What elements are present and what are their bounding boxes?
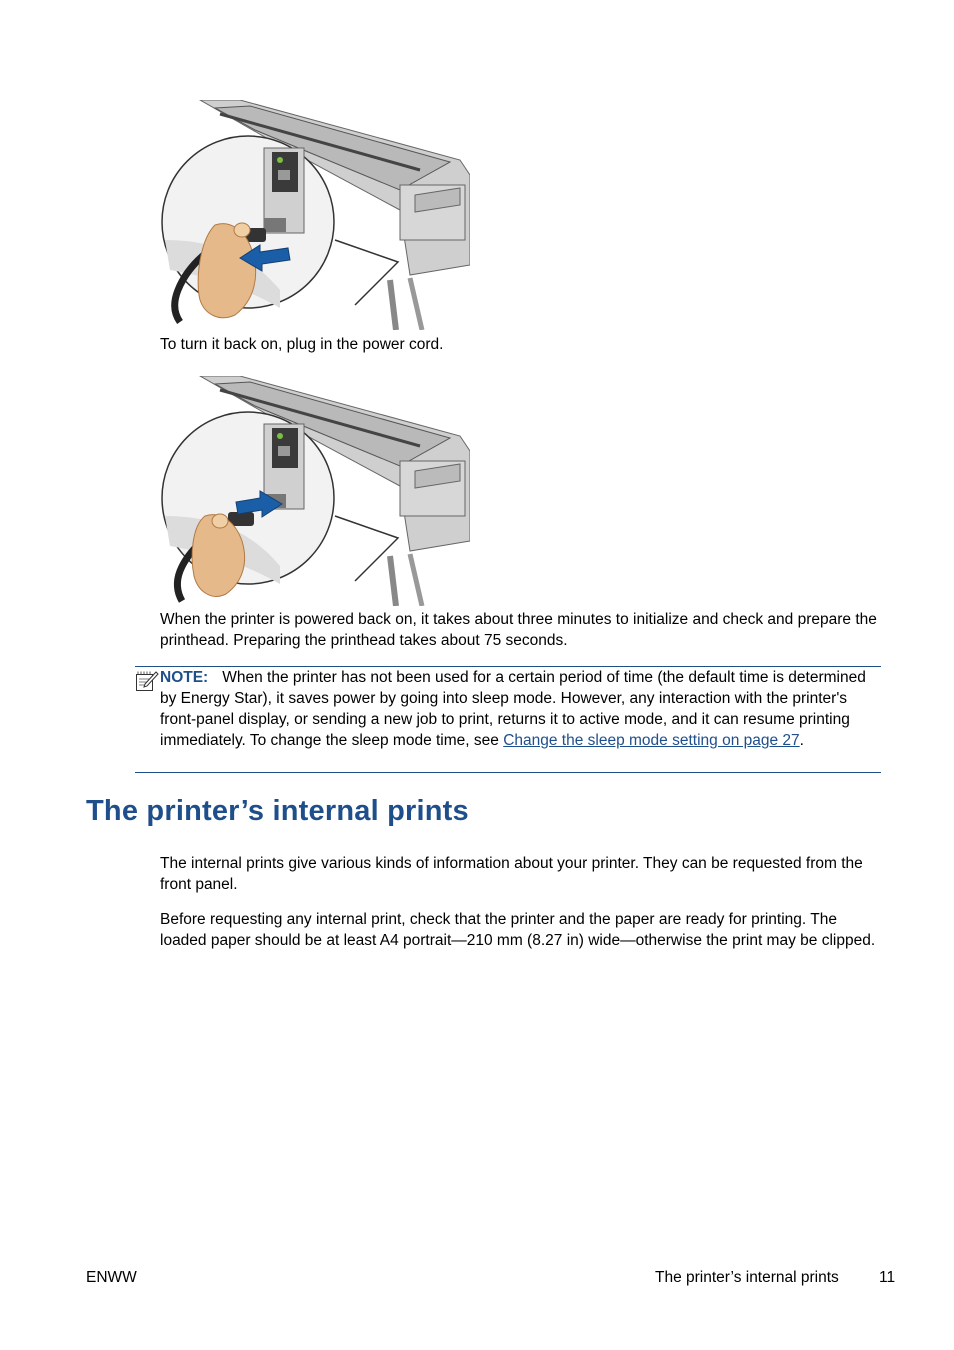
note-after-link: . xyxy=(799,732,804,749)
printer-unplug-illustration xyxy=(160,100,470,330)
note-box xyxy=(135,666,881,773)
powered-back-on-paragraph: When the printer is powered back on, it takes about three minutes to initialize and check and prepare the printhead. Preparing the printhead takes about 75 seconds. xyxy=(160,611,877,649)
note-pencil-icon xyxy=(135,670,159,692)
sleep-mode-setting-link[interactable]: Change the sleep mode setting on page 27 xyxy=(503,732,800,749)
before-requesting-paragraph: Before requesting any internal print, check that the printer and the paper are ready for printing. The loaded paper should be at least A4 portrait—210 mm (8.27 in) wide—otherwise the print may be clipped. xyxy=(160,911,876,949)
section-heading: The printer’s internal prints xyxy=(86,795,469,827)
footer-section-title: The printer’s internal prints xyxy=(655,1269,839,1286)
footer-page-number: 11 xyxy=(879,1269,896,1286)
note-label: NOTE: xyxy=(160,669,209,686)
internal-prints-intro: The internal prints give various kinds of information about your printer. They can be requested from the front panel. xyxy=(160,855,863,893)
printer-plug-in-illustration xyxy=(160,376,470,606)
note-text xyxy=(160,667,878,751)
footer-left-label: ENWW xyxy=(86,1269,137,1286)
figure-unplug-power-cord xyxy=(160,100,470,330)
caption-turn-back-on: To turn it back on, plug in the power cord. xyxy=(160,336,444,353)
note-body: When the printer has not been used for a certain period of time (the default time is determined by Energy Star), it saves power by going into sleep mode. However, any interaction with the printer's front-panel display, or sending a new job to print, returns it to active mode, and it can resume printing immediately. To change the sleep mode time, see xyxy=(160,669,866,749)
figure-plug-in-power-cord xyxy=(160,376,470,606)
